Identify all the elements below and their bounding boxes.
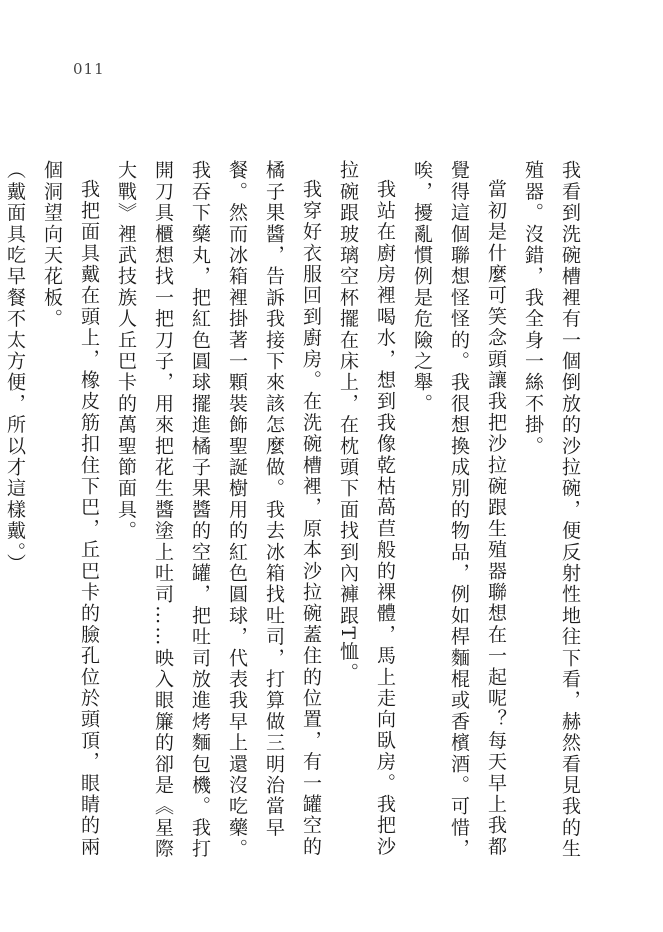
- body-text: [0, 160, 588, 860]
- paragraph-3: 我站在廚房裡喝水，想到我像乾枯萵苣般的裸體，馬上走向臥房。我把沙拉碗跟玻璃空杯擺在床上，在枕頭下面找到內褲跟T恤。: [337, 160, 396, 858]
- page-number: 011: [73, 60, 105, 78]
- paragraph-6: （戴面具吃早餐不太方便，所以才這樣戴。）: [4, 160, 26, 575]
- paragraph-2: 當初是什麼可笑念頭讓我把沙拉碗跟生殖器聯想在一起呢？每天早上我都覺得這個聯想怪怪的。我很想換成別的物品，例如桿麵棍或香檳酒。可惜，唉，擾亂慣例是危險之舉。: [411, 160, 507, 860]
- paragraph-4: 我穿好衣服回到廚房。在洗碗槽裡，原本沙拉碗蓋住的位置，有一罐空的橘子果醬，告訴我接下來該怎麼做。我去冰箱找吐司，打算做三明治當早餐。然而冰箱裡掛著一顆裝飾聖誕樹用的紅色圓球，代表我早上還沒吃藥。我吞下藥丸，把紅色圓球擺進橘子果醬的空罐，把吐司放進烤麵包機。我打開刀具櫃想找一把刀子，用來把花生醬塗上吐司……映入眼簾的卻是《星際大戰》裡武技族人丘巴卡的萬聖節面具。: [115, 160, 322, 860]
- paragraph-1: 我看到洗碗槽裡有一個倒放的沙拉碗，便反射性地往下看，赫然看見我的生殖器。沒錯，我全身一絲不掛。: [522, 160, 581, 860]
- paragraph-5: 我把面具戴在頭上，橡皮筋扣住下巴，丘巴卡的臉孔位於頭頂，眼睛的兩個洞望向天花板。: [41, 160, 100, 858]
